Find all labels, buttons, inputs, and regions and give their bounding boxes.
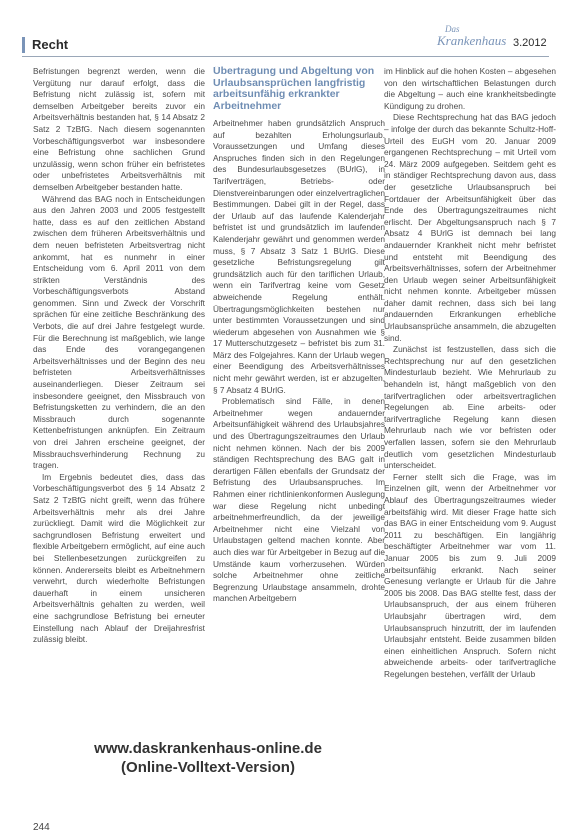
- online-version-notice: [60, 740, 356, 790]
- paragraph: Problematisch sind Fälle, in denen Arbeitnehmer wegen andauernder Arbeitsunfähigkeit während des Urlaubsjahres und des Übertragungszeitraumes den Urlaub nicht nehmen können. Nach der bis 2009 ständigen Rechtsprechung des BAG galt in derartigen Fällen ebenfalls der Grundsatz der Befristung des Urlaubsanspruches. Im Rahmen einer richtlinienkonformen Auslegung war diese Regelung nicht unbedingt arbeitnehmerfreundlich, da der jeweilige Arbeitnehmer nicht eine Vielzahl von Urlaubstagen geltend machen konnte. Aber auch dies war für Arbeitgeber in Bezug auf die Umstände kaum vorherzusehen. Würden solche Arbeitnehmer ohne zeitliche Begrenzung Urlaubstage ansammeln, drohte manchen Arbeitgebern: [213, 396, 385, 604]
- article-heading: Übertragung und Abgeltung von Urlaubsansprüchen langfristig arbeitsunfähig erkrankter Arbeitnehmer: [213, 66, 375, 112]
- paragraph: Im Ergebnis bedeutet dies, dass das Vorbeschäftigungsverbot des § 14 Absatz 2 Satz 2 TzBfG nicht greift, wenn das frühere Arbeitsverhältnis mehr als drei Jahre zurückliegt. Damit wird die Möglichkeit zur sachgrundlosen Befristung erweitert und flexible Arbeitgebern ermöglicht, auf eine auch bei Stellenbesetzungen zurückgreifen zu können. Andererseits bleibt es Arbeitnehmern verwehrt, durch wiederholte Befristungen dauerhaft in einem unsicheren Arbeitsverhältnis gehalten zu werden, weil eine sachgrundlose Befristung bei erneuter Einstellung nach Ablauf der Dreijahresfrist zulässig bleibt.: [33, 471, 205, 645]
- section-title: Recht: [32, 37, 69, 52]
- paragraph: Diese Rechtsprechung hat das BAG jedoch – infolge der durch das bekannte Schultz-Hoff-Urteil des EuGH vom 20. Januar 2009 ergangenen Rechtsprechung – mit Urteil vom 24. März 2009 aufgegeben. Seitdem geht es in ständiger Rechtsprechung davon aus, dass der gesetzliche Urlaubsanspruch bei Fortdauer der Arbeitsunfähigkeit über das Ende des Übertragungszeitraumes nicht erlischt. Der Abgeltungsanspruch nach § 7 Absatz 4 BUrlG ist demnach bei lang andauernder Krankheit nicht mehr befristet und entsteht mit Beendigung des Arbeitsverhältnisses, sofern der Arbeitnehmer den Urlaub wegen seiner Arbeitsunfähigkeit nicht nehmen konnte. Arbeitgeber müssen daher damit rechnen, dass sich bei lang andauernden Erkrankungen erhebliche Urlaubsansprüche ansammeln, die abzugelten sind.: [384, 112, 556, 343]
- journal-logo: [437, 24, 515, 54]
- text-column-3: [384, 66, 556, 826]
- section-marker: [22, 37, 25, 53]
- website-url[interactable]: www.daskrankenhaus-online.de: [94, 740, 322, 757]
- online-version-label: (Online-Volltext-Version): [121, 759, 295, 776]
- text-column-2: [213, 66, 385, 816]
- page-number: 244: [33, 822, 50, 833]
- paragraph: im Hinblick auf die hohen Kosten – abgesehen von den wirtschaftlichen Belastungen durch die Abgeltung – auch eine krankheitsbedingte Kündigung zu drohen.: [384, 66, 556, 111]
- page-header: [0, 0, 571, 60]
- issue-number: 3.2012: [513, 37, 547, 49]
- paragraph: Während das BAG noch in Entscheidungen aus den Jahren 2003 und 2005 festgestellt hatte, dass es auf den zeitlichen Abstand zwischen dem früheren Arbeitsverhältnis und dem neuen befristeten Arbeitsvertrag nicht ankommt, hat es nunmehr in einer Entscheidung vom 6. April 2011 von dem strikten Verständnis des Vorbeschäftigungsverbots Abstand genommen. Sinn und Zweck der Vorschrift sprächen für eine zeitliche Beschränkung des Verbots, die auf drei Jahre festgelegt wurde. Für die Berechnung ist maßgeblich, wie lange das Ende des vorangegangenen Arbeitsverhältnisses und der Beginn des neu befristeten Arbeitsverhältnisses auseinanderliegen. Dieser Zeitraum sei insbesondere geeignet, den Missbrauch von Befristungsketten zu verhindern, die an den Missbrauch durch sogenannte Kettenbefristungen anknüpfen. Ein Zeitraum von drei Jahren erscheine geeignet, der Missbrauchsverhinderung Rechnung zu tragen.: [33, 193, 205, 471]
- paragraph: Zunächst ist festzustellen, dass sich die Rechtsprechung nur auf den gesetzlichen Mindesturlaub bezieht. Wie Mehrurlaub zu behandeln ist, hängt maßgeblich von den tarifvertraglichen oder arbeitsvertraglichen Regelungen ab. Eine arbeits- oder tarifvertragliche Regelung kann diesen Mehrurlaub nach wie vor befristen oder verfallen lassen, sofern sie den Mehrurlaub deutlich vom gesetzlichen Mindesturlaub unterscheidet.: [384, 344, 556, 471]
- paragraph: Arbeitnehmer haben grundsätzlich Anspruch auf bezahlten Erholungsurlaub. Voraussetzungen und Umfang dieses Anspruches finden sich in den Regelungen des Bundesurlaubsgesetzes (BUrlG), in Tarifverträgen, Betriebs- oder Dienstvereinbarungen oder einzelvertraglichen Bestimmungen. Dabei gilt in der Regel, dass der Urlaub auf das laufende Kalenderjahr befristet ist und grundsätzlich im laufenden Kalenderjahr gewährt und genommen werden muss, § 7 Absatz 3 Satz 1 BUrlG. Diese gesetzliche Befristungsregelung gilt grundsätzlich auch für den tariflichen Urlaub, wenn ein Tarifvertrag keine vom Gesetz abweichende Regelung enthält. Übertragungsmöglichkeiten bestehen nur unter bestimmten Voraussetzungen und sind wiederum abgesehen von Ausnahmen wie § 17 Mutterschutzgesetz – befristet bis zum 31. März des Folgejahres. Kann der Urlaub wegen einer Beendigung des Arbeitsverhältnisses nicht mehr gewährt werden, ist er abzugelten, § 7 Absatz 4 BUrlG.: [213, 118, 385, 395]
- text-column-1: [33, 66, 205, 656]
- paragraph: Befristungen begrenzt werden, wenn die Vergütung nur darauf erfolgt, dass die Befristung nicht zulässig ist, sofern mit demselben Arbeitgeber bereits zuvor ein Arbeitsverhältnis bestanden hat, § 14 Absatz 2 Satz 2 TzBfG. Nach diesem sogenannten Vorbeschäftigungsverbot war insbesondere eine Befristung ohne sachlichen Grund unzulässig, wenn schon früher ein befristetes oder unbefristetes Arbeitsverhältnis mit demselben Arbeitgeber bestanden hatte.: [33, 66, 205, 192]
- header-divider: [22, 56, 549, 57]
- logo-prefix: Das: [445, 24, 460, 34]
- paragraph: Ferner stellt sich die Frage, was im Einzelnen gilt, wenn der Arbeitnehmer vor Ablauf des Übertragungszeitraumes wieder arbeitsfähig wird. Mit dieser Frage hatte sich das BAG in einer Entscheidung vom 9. August 2011 zu beschäftigen. Ein langjährig beschäftigter Arbeitnehmer war vom 11. Januar 2005 bis zum 9. Juli 2009 arbeitsunfähig erkrankt. Nach seiner Genesung verlangte er Urlaub für die Jahre 2005 bis 2008. Das BAG stellte fest, dass der Urlaubsanspruch, der aus einem früheren Urlaubsjahr übertragen wird, dem Urlaubsanspruch hinzutritt, der im laufenden Urlaubsjahr entsteht. Beide zusammen bilden einen einheitlichen Anspruch. Sofern nicht abweichende arbeits- oder tarifvertragliche Regelungen bestehen, verfällt der Urlaub: [384, 471, 556, 679]
- logo-wordmark: Krankenhaus: [437, 33, 507, 48]
